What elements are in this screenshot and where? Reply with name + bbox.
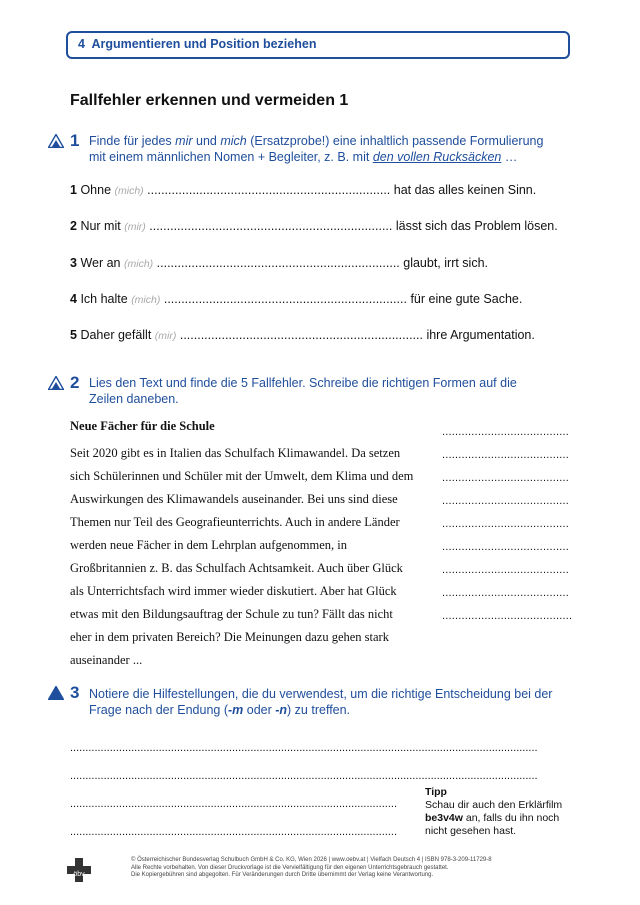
reading-text-line: Großbritannien z. B. das Schulfach Achtsamkeit. Auch über Glück [70,561,403,575]
reading-text-line: als Unterrichtsfach wird immer wieder diskutiert. Aber hat Glück [70,584,397,598]
answer-blank[interactable]: ...................................................................... [147,183,391,197]
exercise-end: glaubt, irrt sich. [403,256,489,270]
task-1-example: den vollen Rucksäcken [372,150,502,164]
task-1-keyword-mir: mir [175,134,193,148]
tip-line: nicht gesehen hast. [425,825,517,837]
exercise-start: Daher gefällt [80,328,152,342]
reading-text-line: eher in dem privaten Bereich? Die Meinungen dazu gehen stark [70,630,389,644]
task-2-number: 2 [70,373,80,392]
task-3-instruction-text: oder [243,703,276,717]
footer-line: © Österreichischer Bundesverlag Schulbuch GmbH & Co. KG, Wien 2026 | www.oebv.at | Vielfach Deutsch 4 | ISBN 978-3-209-11729-8 [131,857,492,863]
reading-text-title: Neue Fächer für die Schule [70,419,215,433]
reading-text-line: sich Schülerinnen und Schüler mit der Umwelt, dem Klima und dem [70,469,414,483]
task-1-instruction-text: … [501,150,518,164]
exercise-hint: (mich) [131,294,161,306]
exercise-number: 2 [70,219,77,233]
exercise-number: 5 [70,328,77,342]
correction-blank[interactable]: ....................................... [442,587,569,599]
difficulty-triangle-icon [48,686,64,700]
exercise-number: 3 [70,256,77,270]
reading-text-line: auseinander ... [70,653,143,667]
exercise-row [70,256,488,270]
tip-box [425,786,575,838]
task-3-instruction-text: ) zu treffen. [287,703,351,717]
exercise-hint: (mich) [114,185,144,197]
page-title: Fallfehler erkennen und vermeiden 1 [70,92,349,109]
task-2-instruction-text: Zeilen daneben. [89,392,179,406]
ending-n: -n [275,703,288,717]
footer-line: Alle Rechte vorbehalten. Von dieser Druckvorlage ist die Vervielfältigung für den eigenen Unterrichtsgebrauch gestattet. [131,864,449,871]
answer-blank[interactable]: ...................................................................... [179,328,423,342]
task-1-instruction-text: Finde für jedes [89,134,176,148]
exercise-row [70,328,535,342]
write-line[interactable]: ......................................................................................................................................................... [70,742,538,754]
task-3-instruction [89,686,579,718]
footer-copyright [131,857,492,880]
exercise-hint: (mir) [124,221,146,233]
write-line[interactable]: ........................................................................................................... [70,798,398,810]
write-line[interactable]: ........................................................................................................... [70,826,398,838]
task-2-instruction [89,375,569,407]
reading-text-line: Seit 2020 gibt es in Italien das Schulfach Klimawandel. Da setzen [70,446,401,460]
exercise-start: Ohne [80,183,112,197]
task-1-instruction-text: und [192,134,221,148]
oebv-logo-icon [66,857,92,883]
task-1-instruction-text: (Ersatzprobe!) eine inhaltlich passende Formulierung [246,134,544,148]
reading-text-line: Auswirkungen des Klimawandels auseinander. Bei uns sind diese [70,492,398,506]
task-1-instruction-text: mit einem männlichen Nomen + Begleiter, z. B. mit [89,150,373,164]
reading-text-line: Themen nur Teil des Geografieunterrichts. Auch in andere Länder [70,515,400,529]
task-2-instruction-text: Lies den Text und finde die 5 Fallfehler. Schreibe die richtigen Formen auf die [89,376,517,390]
tip-line [425,812,575,825]
chapter-title [78,37,316,51]
task-1-number: 1 [70,131,80,150]
difficulty-triangle-icon [48,134,64,148]
task-3-instruction-text: Frage nach der Endung ( [89,703,228,717]
chapter-name: Argumentieren und Position beziehen [91,37,317,51]
exercise-number: 4 [70,292,77,306]
exercise-end: hat das alles keinen Sinn. [393,183,537,197]
task-1-keyword-mich: mich [220,134,247,148]
correction-blank[interactable]: ........................................ [442,610,573,622]
chapter-header [66,31,570,59]
footer-line: Die Kopiergebühren sind abgegolten. Für Veränderungen durch Dritte übernimmt der Verlag keine Verantwortung. [131,872,434,878]
ending-m: -m [227,703,244,717]
task-3-instruction-text: Notiere die Hilfestellungen, die du verwendest, um die richtige Entscheidung bei der [89,687,553,701]
exercise-row [70,183,536,197]
answer-blank[interactable]: ...................................................................... [149,219,393,233]
film-code[interactable]: be3v4w [425,812,463,824]
exercise-number: 1 [70,183,77,197]
correction-blank[interactable]: ....................................... [442,541,569,553]
exercise-hint: (mir) [154,330,177,342]
tip-title: Tipp [425,786,447,798]
correction-blank[interactable]: ....................................... [442,518,569,530]
answer-blank[interactable]: ...................................................................... [163,292,407,306]
task-3-number: 3 [70,683,80,702]
difficulty-triangle-icon [48,376,64,390]
exercise-end: lässt sich das Problem lösen. [395,219,558,233]
exercise-start: Nur mit [80,219,121,233]
reading-text-line: werden neue Fächer in dem Lehrplan aufgenommen, in [70,538,347,552]
correction-blank[interactable]: ....................................... [442,472,569,484]
reading-text-line: etwas mit den Bildungsauftrag der Schule zu tun? Fällt das nicht [70,607,393,621]
tip-line: Schau dir auch den Erklärfilm [425,799,563,811]
exercise-hint: (mich) [124,258,154,270]
correction-blank[interactable]: ....................................... [442,449,569,461]
task-1-instruction [89,133,569,165]
correction-blank[interactable]: ....................................... [442,495,569,507]
exercise-start: Ich halte [80,292,128,306]
exercise-end: ihre Argumentation. [426,328,535,342]
exercise-start: Wer an [80,256,121,270]
correction-blank[interactable]: ....................................... [442,426,569,438]
exercise-row [70,292,522,306]
chapter-number: 4 [78,37,85,51]
answer-blank[interactable]: ...................................................................... [156,256,400,270]
tip-line-text: an, falls du ihn noch [462,812,560,824]
correction-blank[interactable]: ....................................... [442,564,569,576]
logo-label: öbv [73,871,85,878]
exercise-end: für eine gute Sache. [410,292,523,306]
write-line[interactable]: ......................................................................................................................................................... [70,770,538,782]
exercise-row [70,219,558,233]
